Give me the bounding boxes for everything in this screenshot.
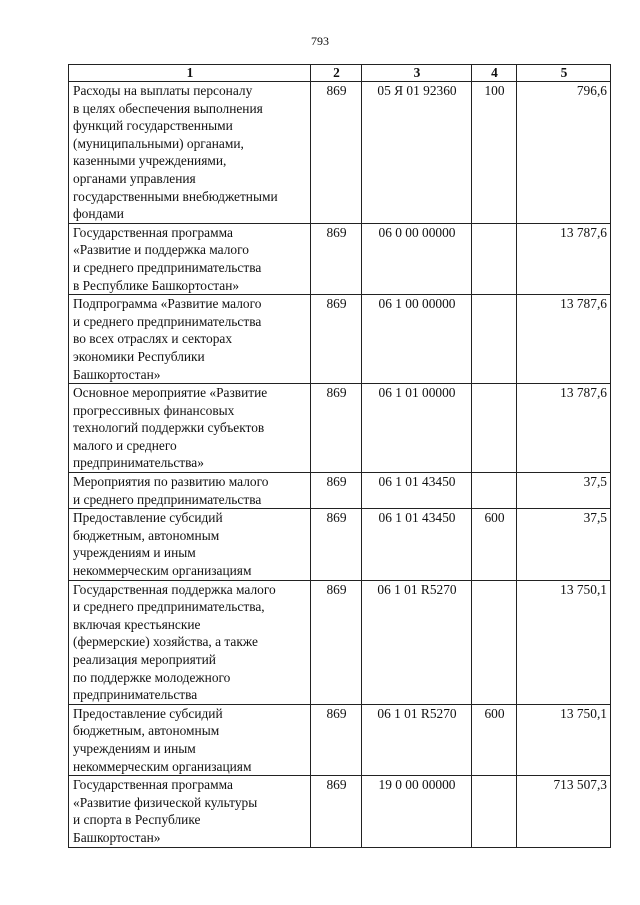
amount-cell: 713 507,3 <box>517 776 611 847</box>
amount-cell: 13 787,6 <box>517 295 611 384</box>
expense-type-cell: 600 <box>472 704 517 775</box>
budget-table <box>68 64 611 848</box>
expense-name-line: и среднего предпринимательства, <box>73 599 265 615</box>
expense-name-line: предпринимательства <box>73 687 198 703</box>
amount-cell: 13 787,6 <box>517 384 611 473</box>
table-row <box>69 509 611 580</box>
expense-name-line: учреждениям и иным <box>73 545 196 561</box>
expense-type-cell <box>472 384 517 473</box>
header-cell-3: 3 <box>362 65 472 82</box>
target-article-cell: 06 1 01 43450 <box>362 509 472 580</box>
expense-name-cell <box>69 776 311 847</box>
ministry-code-cell: 869 <box>311 223 362 294</box>
target-article-cell: 05 Я 01 92360 <box>362 82 472 224</box>
ministry-code-cell: 869 <box>311 580 362 704</box>
expense-name-line: реализация мероприятий <box>73 652 216 667</box>
expense-name-line: и спорта в Республике <box>73 812 201 828</box>
expense-name-line: некоммерческим организациям <box>73 563 252 579</box>
table-header-row <box>69 65 611 82</box>
target-article-cell: 06 1 01 R5270 <box>362 704 472 775</box>
table-row <box>69 384 611 473</box>
table-row <box>69 473 611 509</box>
expense-name-line: бюджетным, автономным <box>73 723 220 739</box>
expense-name-line: Государственная программа <box>73 777 233 793</box>
table-row <box>69 776 611 847</box>
expense-name-line: Мероприятия по развитию малого <box>73 474 269 490</box>
expense-name-line: малого и среднего <box>73 437 177 453</box>
expense-name-line: учреждениям и иным <box>73 740 196 756</box>
header-cell-5: 5 <box>517 65 611 82</box>
expense-type-cell <box>472 473 517 509</box>
expense-name-line: Расходы на выплаты персоналу <box>73 83 253 98</box>
expense-name-line: казенными учреждениями, <box>73 153 227 169</box>
expense-name-line: и среднего предпринимательства <box>73 259 262 275</box>
expense-name-cell <box>69 295 311 384</box>
header-cell-1: 1 <box>69 65 311 82</box>
expense-name-line: Подпрограмма «Развитие малого <box>73 296 262 312</box>
expense-name-cell <box>69 704 311 775</box>
expense-name-line: функций государственными <box>73 118 233 134</box>
expense-name-line: некоммерческим организациям <box>73 758 252 774</box>
expense-name-line: по поддержке молодежного <box>73 669 231 685</box>
ministry-code-cell: 869 <box>311 384 362 473</box>
ministry-code-cell: 869 <box>311 704 362 775</box>
expense-name-line: и среднего предпринимательства <box>73 491 262 507</box>
expense-name-line: экономики Республики <box>73 348 205 364</box>
page-number: 793 <box>311 34 329 48</box>
table-row <box>69 580 611 704</box>
expense-name-line: и среднего предпринимательства <box>73 313 262 329</box>
ministry-code-cell: 869 <box>311 295 362 384</box>
expense-name-line: в Республике Башкортостан» <box>73 277 240 293</box>
table-row <box>69 704 611 775</box>
header-cell-2: 2 <box>311 65 362 82</box>
expense-name-line: Государственная программа <box>73 224 233 240</box>
expense-name-line: Предоставление субсидий <box>73 510 223 526</box>
table-row <box>69 223 611 294</box>
expense-type-cell: 100 <box>472 82 517 224</box>
expense-name-line: Башкортостан» <box>73 366 161 382</box>
expense-name-cell <box>69 580 311 704</box>
target-article-cell: 06 0 00 00000 <box>362 223 472 294</box>
table-row <box>69 295 611 384</box>
amount-cell: 37,5 <box>517 473 611 509</box>
target-article-cell: 06 1 01 43450 <box>362 473 472 509</box>
header-cell-4: 4 <box>472 65 517 82</box>
amount-cell: 37,5 <box>517 509 611 580</box>
expense-name-line: государственными внебюджетными <box>73 188 278 204</box>
expense-name-line: прогрессивных финансовых <box>73 402 235 418</box>
expense-name-line: технологий поддержки субъектов <box>73 420 265 436</box>
table-row <box>69 82 611 224</box>
ministry-code-cell: 869 <box>311 82 362 224</box>
expense-name-line: включая крестьянские <box>73 616 201 632</box>
expense-type-cell: 600 <box>472 509 517 580</box>
ministry-code-cell: 869 <box>311 473 362 509</box>
expense-type-cell <box>472 223 517 294</box>
expense-name-cell <box>69 82 311 224</box>
expense-name-line: бюджетным, автономным <box>73 527 220 543</box>
expense-name-line: фондами <box>73 206 124 222</box>
expense-name-line: предпринимательства» <box>73 455 204 471</box>
expense-name-cell <box>69 473 311 509</box>
target-article-cell: 06 1 01 00000 <box>362 384 472 473</box>
amount-cell: 13 750,1 <box>517 704 611 775</box>
expense-name-line: в целях обеспечения выполнения <box>73 100 263 116</box>
expense-name-cell <box>69 223 311 294</box>
target-article-cell: 06 1 00 00000 <box>362 295 472 384</box>
target-article-cell: 06 1 01 R5270 <box>362 580 472 704</box>
expense-name-line: «Развитие физической культуры <box>73 794 258 810</box>
expense-type-cell <box>472 776 517 847</box>
expense-name-line: (фермерские) хозяйства, а также <box>73 634 258 650</box>
target-article-cell: 19 0 00 00000 <box>362 776 472 847</box>
expense-type-cell <box>472 295 517 384</box>
table-body <box>69 82 611 848</box>
expense-name-line: во всех отраслях и секторах <box>73 331 233 347</box>
amount-cell: 13 787,6 <box>517 223 611 294</box>
amount-cell: 796,6 <box>517 82 611 224</box>
expense-name-line: органами управления <box>73 170 196 186</box>
expense-name-line: Основное мероприятие «Развитие <box>73 385 268 401</box>
expense-name-cell <box>69 384 311 473</box>
expense-name-line: Государственная поддержка малого <box>73 581 276 597</box>
expense-name-line: Башкортостан» <box>73 829 161 845</box>
expense-type-cell <box>472 580 517 704</box>
expense-name-line: «Развитие и поддержка малого <box>73 242 249 258</box>
expense-name-cell <box>69 509 311 580</box>
expense-name-line: Предоставление субсидий <box>73 705 223 721</box>
expense-name-line: (муниципальными) органами, <box>73 135 244 151</box>
ministry-code-cell: 869 <box>311 509 362 580</box>
ministry-code-cell: 869 <box>311 776 362 847</box>
amount-cell: 13 750,1 <box>517 580 611 704</box>
